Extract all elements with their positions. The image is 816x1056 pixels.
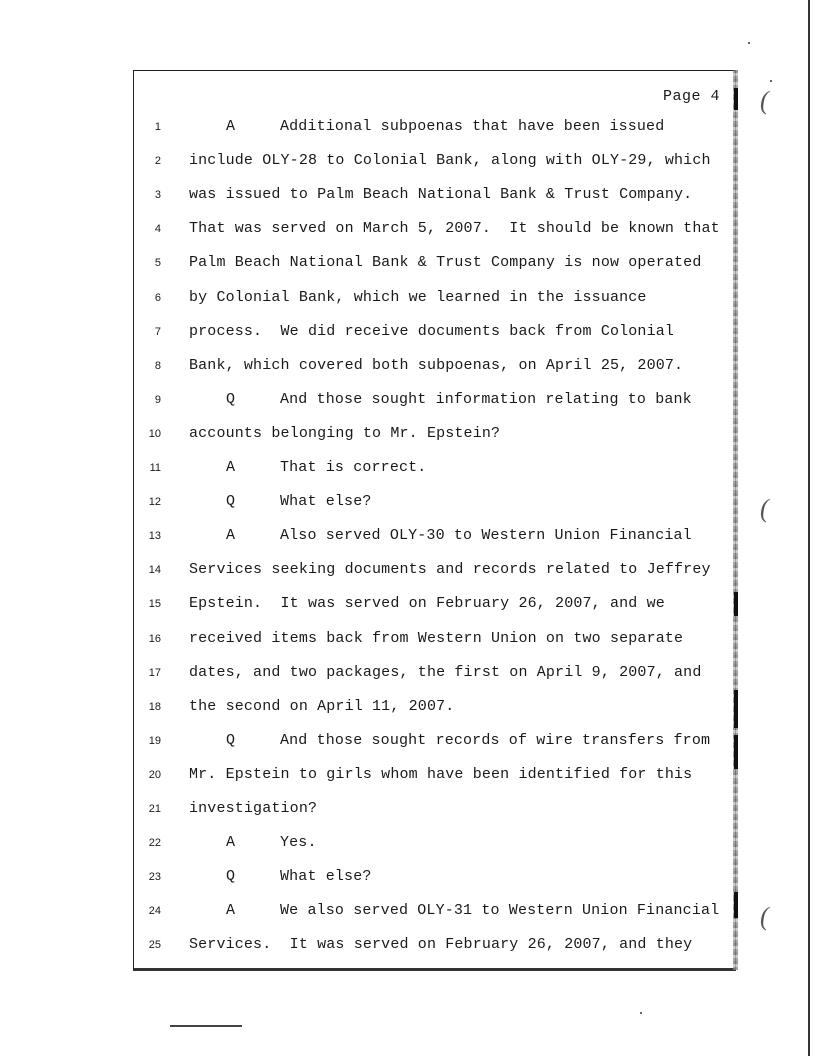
line-number: 7	[154, 326, 161, 338]
line-number: 18	[148, 701, 161, 713]
line-text: What else?	[280, 868, 372, 885]
speaker-label: A	[226, 527, 236, 544]
line-text: And those sought records of wire transfers from	[280, 732, 711, 749]
line-text: include OLY-28 to Colonial Bank, along with OLY-29, which	[189, 152, 711, 169]
line-text: And those sought information relating to bank	[280, 391, 692, 408]
speaker-label: A	[226, 459, 236, 476]
line-number: 4	[154, 223, 161, 235]
line-text: Palm Beach National Bank & Trust Company is now operated	[189, 254, 702, 271]
line-number: 8	[154, 360, 161, 372]
edge-mark	[734, 88, 738, 110]
page-right-edge	[733, 70, 738, 970]
line-text: Additional subpoenas that have been issued	[280, 118, 665, 135]
line-number: 23	[148, 871, 161, 883]
edge-mark	[734, 592, 738, 616]
binding-mark: (	[760, 86, 769, 115]
page-number: Page 4	[663, 88, 721, 105]
line-text: Bank, which covered both subpoenas, on April 25, 2007.	[189, 357, 684, 374]
line-number: 20	[148, 769, 161, 781]
line-number: 21	[148, 803, 161, 815]
line-text: by Colonial Bank, which we learned in the issuance	[189, 289, 647, 306]
line-number: 6	[154, 292, 161, 304]
scan-speck	[770, 80, 772, 82]
line-text: That is correct.	[280, 459, 427, 476]
line-text: was issued to Palm Beach National Bank & Trust Company.	[189, 186, 693, 203]
scan-edge-line	[808, 0, 810, 1056]
line-number: 5	[154, 257, 161, 269]
line-text: That was served on March 5, 2007. It should be known that	[189, 220, 720, 237]
edge-mark	[734, 892, 738, 918]
line-text: What else?	[280, 493, 372, 510]
line-number: 10	[148, 428, 161, 440]
line-text: Services seeking documents and records related to Jeffrey	[189, 561, 711, 578]
line-text: the second on April 11, 2007.	[189, 698, 455, 715]
line-text: dates, and two packages, the first on April 9, 2007, and	[189, 664, 702, 681]
edge-mark	[734, 690, 738, 728]
line-number: 14	[148, 564, 161, 576]
line-number: 25	[148, 939, 161, 951]
scan-speck	[748, 42, 750, 44]
binding-mark: (	[760, 902, 769, 931]
line-number: 2	[154, 155, 161, 167]
line-text: accounts belonging to Mr. Epstein?	[189, 425, 501, 442]
binding-mark: (	[760, 494, 769, 523]
line-number: 22	[148, 837, 161, 849]
line-number: 15	[148, 598, 161, 610]
speaker-label: A	[226, 902, 236, 919]
line-text: Services. It was served on February 26, 2007, and they	[189, 936, 693, 953]
line-text: Epstein. It was served on February 26, 2007, and we	[189, 595, 665, 612]
line-number: 9	[154, 394, 161, 406]
line-number: 17	[148, 667, 161, 679]
line-number: 24	[148, 905, 161, 917]
line-number: 13	[148, 530, 161, 542]
line-text: Also served OLY-30 to Western Union Financial	[280, 527, 692, 544]
speaker-label: Q	[226, 868, 236, 885]
line-text: Mr. Epstein to girls whom have been identified for this	[189, 766, 693, 783]
line-text: investigation?	[189, 800, 318, 817]
edge-mark	[734, 735, 738, 769]
transcript-page-frame	[133, 70, 736, 971]
speaker-label: Q	[226, 732, 236, 749]
scan-speck	[640, 1012, 642, 1014]
line-text: Yes.	[280, 834, 317, 851]
line-number: 19	[148, 735, 161, 747]
line-number: 11	[149, 462, 161, 474]
line-number: 16	[148, 633, 161, 645]
line-number: 12	[148, 496, 161, 508]
line-text: process. We did receive documents back from Colonial	[189, 323, 675, 340]
line-number: 1	[154, 121, 161, 133]
speaker-label: Q	[226, 493, 236, 510]
line-text: We also served OLY-31 to Western Union Financial	[280, 902, 720, 919]
line-text: received items back from Western Union on two separate	[189, 630, 684, 647]
speaker-label: A	[226, 118, 236, 135]
speaker-label: A	[226, 834, 236, 851]
footer-mark	[170, 1025, 242, 1027]
line-number: 3	[154, 189, 161, 201]
speaker-label: Q	[226, 391, 236, 408]
